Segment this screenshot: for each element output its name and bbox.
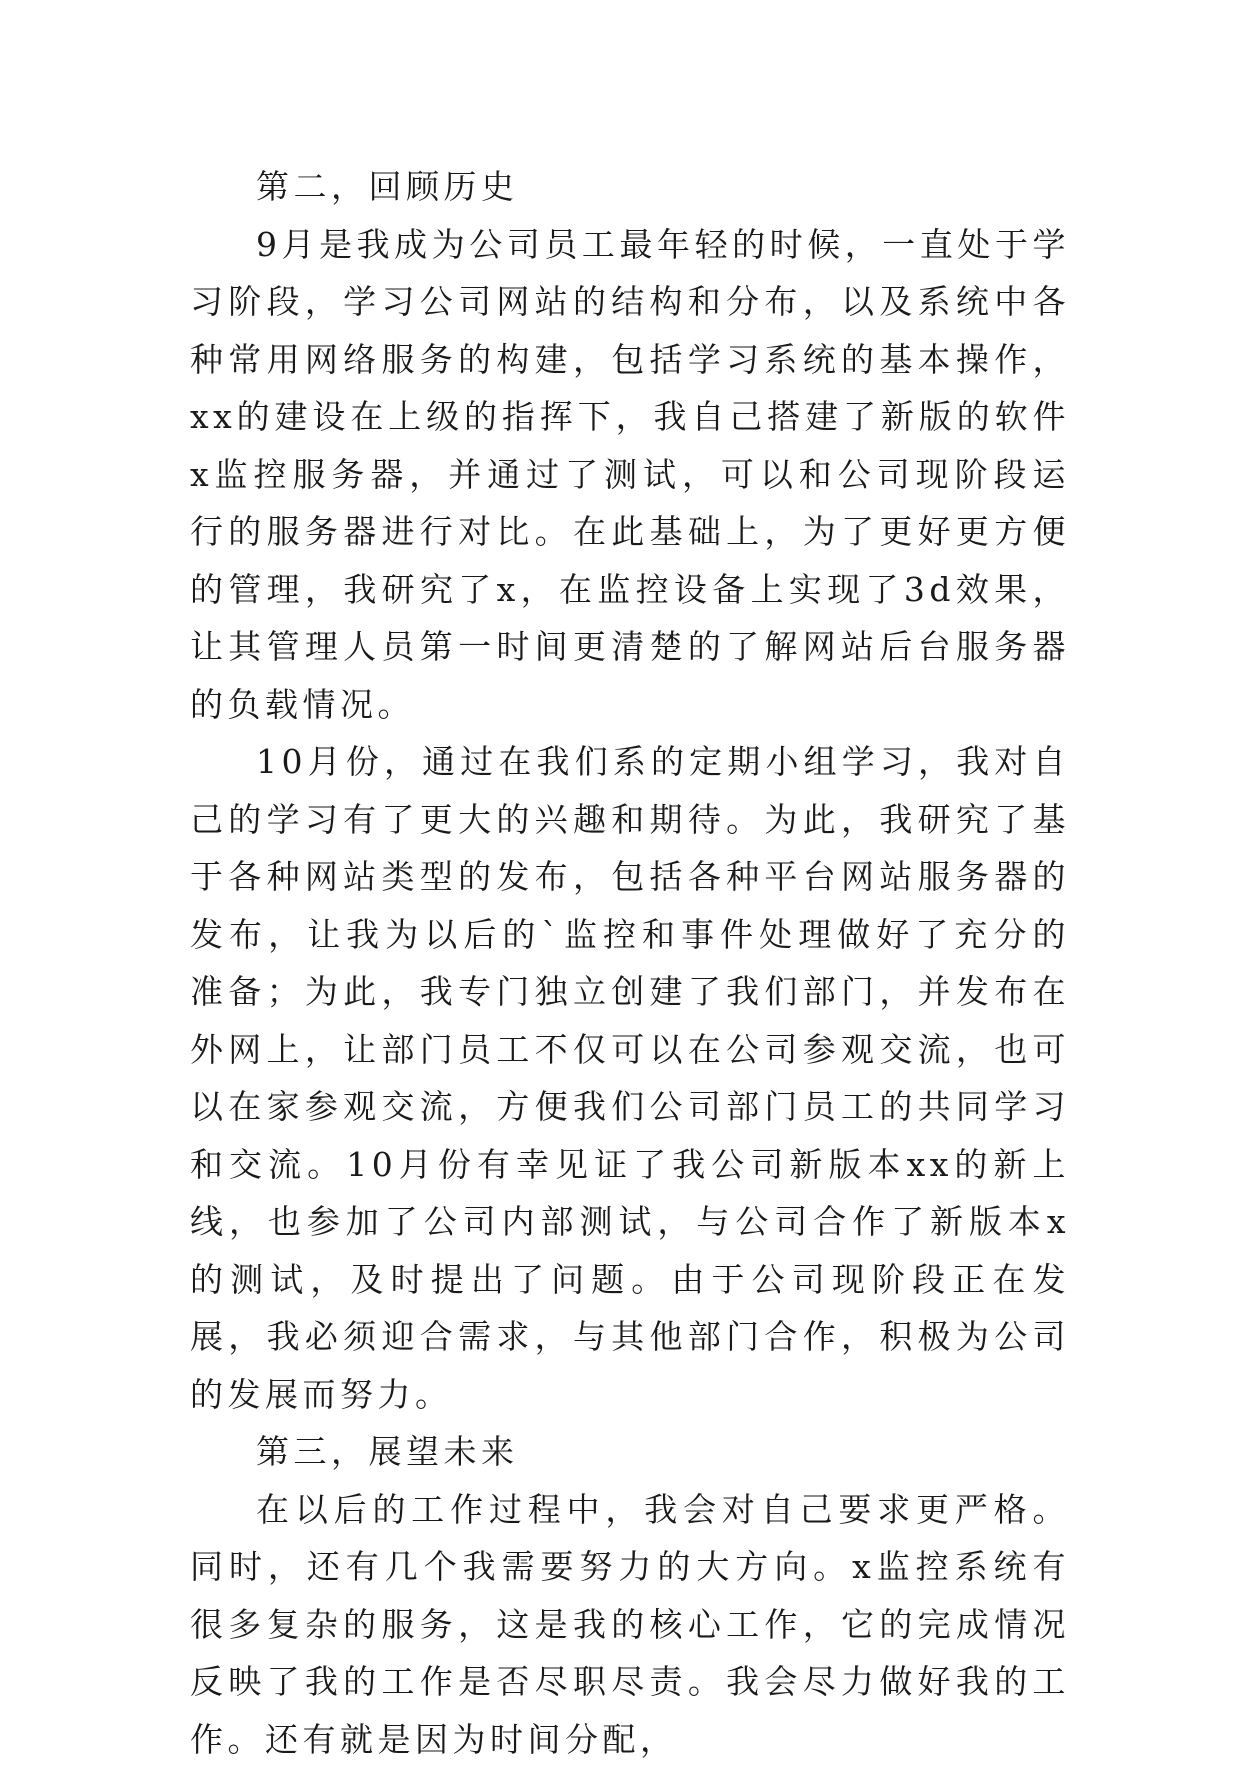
paragraph-september: 9月是我成为公司员工最年轻的时候，一直处于学习阶段，学习公司网站的结构和分布，以及系统中各种常用网络服务的构建，包括学习系统的基本操作，xx的建设在上级的指挥下，我自己搭建了新版的软件x监控服务器，并通过了测试，可以和公司现阶段运行的服务器进行对比。在此基础上，为了更好更方便的管理，我研究了x，在监控设备上实现了3d效果，让其管理人员第一时间更清楚的了解网站后台服务器的负载情况。	[190, 216, 1070, 734]
paragraph-october: 10月份，通过在我们系的定期小组学习，我对自己的学习有了更大的兴趣和期待。为此，我研究了基于各种网站类型的发布，包括各种平台网站服务器的发布，让我为以后的`监控和事件处理做好了充分的准备；为此，我专门独立创建了我们部门，并发布在外网上，让部门员工不仅可以在公司参观交流，也可以在家参观交流，方便我们公司部门员工的共同学习和交流。10月份有幸见证了我公司新版本xx的新上线，也参加了公司内部测试，与公司合作了新版本x的测试，及时提出了问题。由于公司现阶段正在发展，我必须迎合需求，与其他部门合作，积极为公司的发展而努力。	[190, 733, 1070, 1423]
paragraph-future-work: 在以后的工作过程中，我会对自己要求更严格。同时，还有几个我需要努力的大方向。x监控系统有很多复杂的服务，这是我的核心工作，它的完成情况反映了我的工作是否尽职尽责。我会尽力做好我的工作。还有就是因为时间分配，	[190, 1481, 1070, 1768]
document-body	[190, 158, 1070, 1768]
section-heading-review-history: 第二，回顾历史	[190, 158, 1070, 216]
section-heading-outlook: 第三，展望未来	[190, 1423, 1070, 1481]
